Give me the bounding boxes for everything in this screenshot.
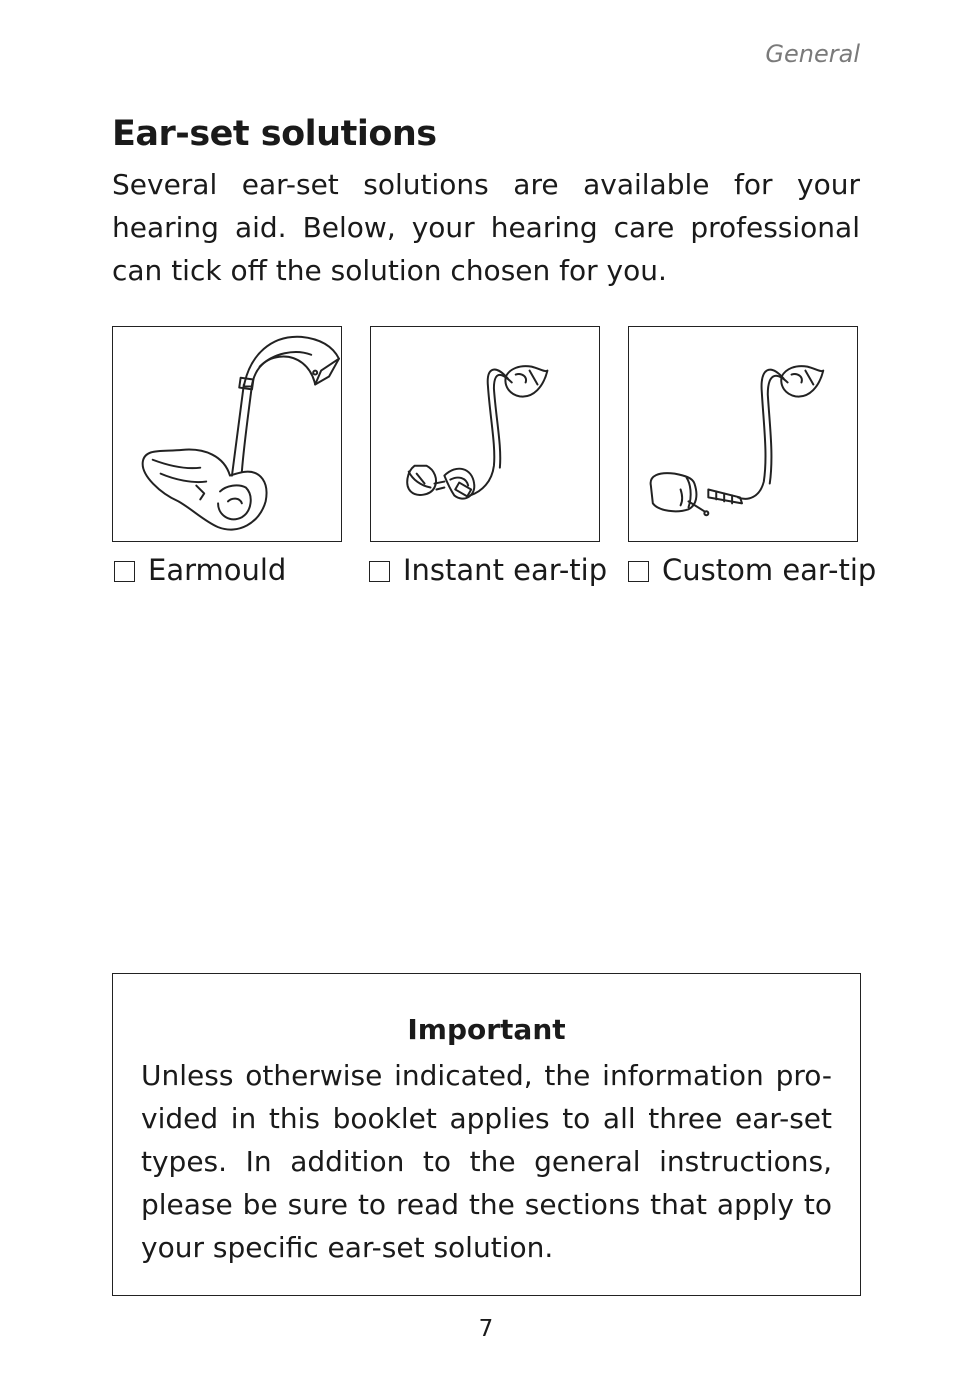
running-head: General — [765, 40, 860, 68]
important-notice-box — [112, 973, 861, 1296]
earmould-label: Earmould — [148, 553, 287, 587]
earmould-panel — [112, 326, 342, 542]
instant-ear-tip-label: Instant ear-tip — [403, 553, 608, 587]
instant-ear-tip-panel — [370, 326, 600, 542]
page-title: Ear-set solutions — [112, 114, 437, 154]
intro-paragraph: Several ear-set solutions are available for your hearing aid. Below, your hearing care professional can tick off the solution chosen for you. — [112, 168, 860, 287]
earmould-illustration — [113, 327, 341, 541]
custom-ear-tip-illustration — [629, 327, 857, 541]
custom-ear-tip-option[interactable] — [628, 553, 876, 587]
custom-ear-tip-checkbox[interactable] — [628, 561, 649, 582]
important-text: Unless otherwise indicated, the information pro-vided in this booklet applies to all three ear-set types. In addition to the general instructions, please be sure to read the sections that apply to your specific ear-set solution. — [141, 1059, 832, 1264]
important-heading: Important — [407, 1013, 566, 1046]
instant-ear-tip-checkbox[interactable] — [369, 561, 390, 582]
page-number: 7 — [478, 1316, 494, 1342]
earmould-checkbox[interactable] — [114, 561, 135, 582]
earmould-option[interactable] — [114, 553, 286, 587]
instant-ear-tip-illustration — [371, 327, 599, 541]
custom-ear-tip-panel — [628, 326, 858, 542]
instant-ear-tip-option[interactable] — [369, 553, 607, 587]
custom-ear-tip-label: Custom ear-tip — [662, 553, 877, 587]
